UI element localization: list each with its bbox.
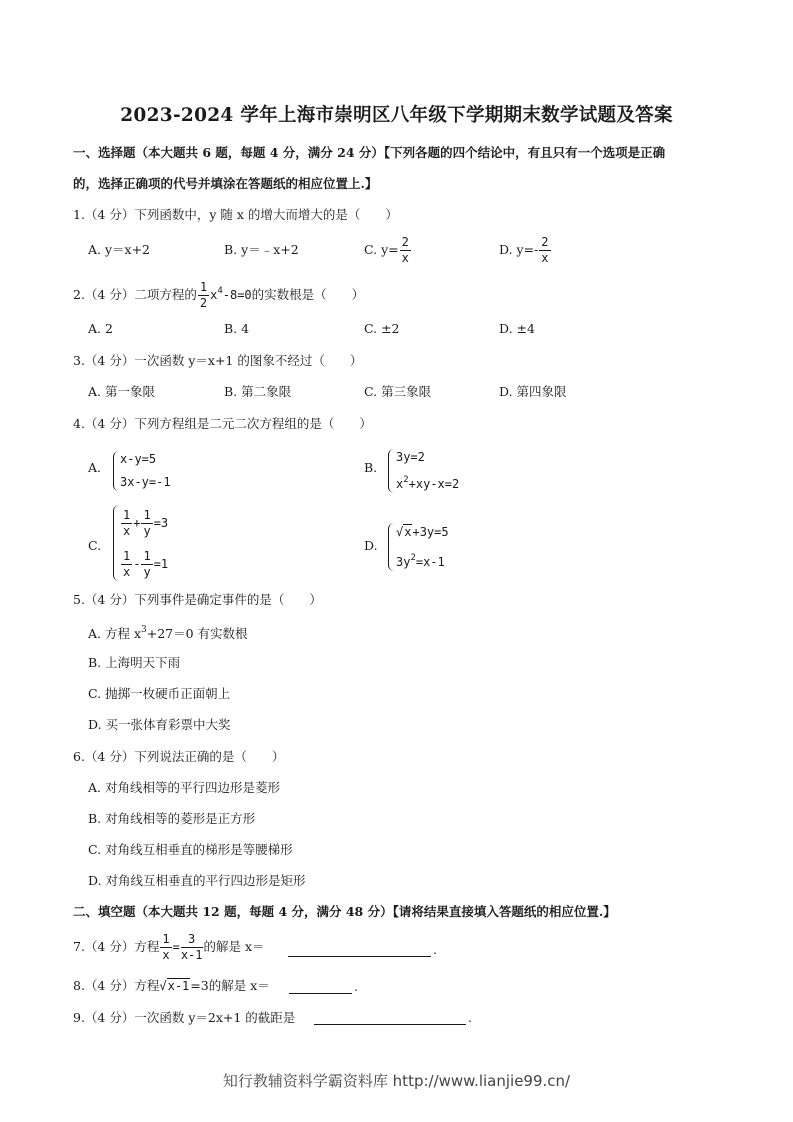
question-8-stem — [73, 980, 270, 993]
fraction-numerator: 1 — [123, 508, 131, 522]
system-d-equation-2 — [396, 554, 445, 568]
section-1-heading-line2: 的，选择正确项的代号并填涂在答题纸的相应位置上.】 — [73, 176, 378, 191]
fraction-numerator: 1 — [123, 549, 131, 563]
exponent: 3 — [141, 625, 147, 635]
variable: x — [396, 477, 404, 491]
operator: + — [133, 516, 141, 530]
question-2-option-c: C. ±2 — [364, 321, 400, 336]
question-2-option-a: A. 2 — [88, 321, 113, 336]
question-1-option-b: B. y＝﹣x+2 — [224, 242, 299, 257]
fraction-denominator: x — [123, 524, 131, 538]
question-1-stem: 1.（4 分）下列函数中，y 随 x 的增大而增大的是（ ） — [73, 207, 398, 222]
question-4-option-b-label: B. — [364, 460, 378, 475]
question-3-stem: 3.（4 分）一次函数 y＝x+1 的图象不经过（ ） — [73, 353, 363, 368]
sqrt-icon: √ — [396, 525, 404, 539]
system-b-equation-2 — [396, 476, 459, 490]
fraction — [198, 280, 209, 311]
question-5-option-c: C. 抛掷一枚硬币正面朝上 — [88, 686, 231, 701]
fraction — [141, 549, 152, 580]
option-d-prefix: D. y=- — [499, 242, 539, 257]
question-4-option-c-label: C. — [88, 538, 102, 553]
fraction — [400, 235, 411, 266]
question-1-option-c — [364, 235, 412, 266]
question-8-suffix: =3的解是 x＝ — [190, 978, 270, 993]
fraction-denominator: x-1 — [180, 948, 203, 962]
question-4-option-a-label: A. — [88, 460, 102, 475]
fraction-denominator: y — [143, 565, 151, 579]
equation-tail: +xy-x=2 — [408, 477, 460, 491]
question-2-prefix: 2.（4 分）二项方程的 — [73, 287, 197, 302]
fraction-numerator: 2 — [541, 235, 549, 249]
section-1-heading-line1: 一、选择题（本大题共 6 题，每题 4 分，满分 24 分）【下列各题的四个结论中，有且只有一个选项是正确 — [73, 145, 666, 160]
question-7-prefix: 7.（4 分）方程 — [73, 939, 160, 954]
question-5-option-d: D. 买一张体育彩票中大奖 — [88, 717, 231, 732]
exponent: 2 — [403, 475, 409, 485]
radicand: x-1 — [167, 979, 190, 993]
fraction-denominator: 2 — [199, 296, 208, 310]
fraction-denominator: x — [123, 565, 131, 579]
fraction-numerator: 3 — [181, 932, 203, 948]
question-7-stem — [73, 932, 265, 963]
system-c-equation-2 — [120, 549, 168, 580]
page-title: 2023-2024 学年上海市崇明区八年级下学期期末数学试题及答案 — [120, 105, 673, 126]
fraction — [141, 508, 152, 539]
question-2-suffix: 的实数根是（ ） — [251, 287, 365, 302]
question-2-stem — [73, 280, 364, 311]
equation-rhs: =1 — [153, 557, 169, 571]
question-3-option-d: D. 第四象限 — [499, 384, 567, 399]
question-2-option-b: B. 4 — [224, 321, 250, 336]
question-2-option-d: D. ±4 — [499, 321, 535, 336]
system-a-equation-2: 3x-y=-1 — [120, 475, 171, 489]
fraction-numerator: 1 — [143, 549, 151, 563]
brace-icon — [388, 449, 395, 493]
question-7-end: . — [433, 942, 437, 957]
footer-watermark[interactable]: 知行教辅资料学霸资料库 http://www.lianjie99.cn/ — [222, 1072, 571, 1090]
fraction — [121, 508, 132, 539]
fraction-numerator: 2 — [401, 235, 409, 249]
question-5-stem: 5.（4 分）下列事件是确定事件的是（ ） — [73, 592, 322, 607]
question-1-option-a: A. y＝x+2 — [88, 242, 151, 257]
question-4-stem: 4.（4 分）下列方程组是二元二次方程组的是（ ） — [73, 416, 372, 431]
fraction — [121, 549, 132, 580]
question-5-option-a — [88, 626, 248, 641]
exponent: 4 — [217, 286, 223, 296]
option-a-prefix: A. 方程 x — [88, 626, 141, 641]
option-c-prefix: C. y= — [364, 242, 399, 257]
question-3-option-b: B. 第二象限 — [224, 384, 292, 399]
expression-tail: -8=0 — [222, 288, 252, 302]
system-c-equation-1 — [120, 508, 168, 539]
question-4-option-d-label: D. — [364, 538, 378, 553]
fraction-denominator: y — [143, 524, 151, 538]
fraction-numerator: 1 — [199, 280, 208, 294]
fraction-denominator: x — [401, 251, 409, 265]
question-5-option-b: B. 上海明天下雨 — [88, 655, 181, 670]
brace-icon — [113, 451, 120, 491]
fraction — [539, 235, 550, 266]
question-6-option-d: D. 对角线互相垂直的平行四边形是矩形 — [88, 873, 306, 888]
equals-sign: = — [172, 940, 180, 954]
fraction-numerator: 1 — [143, 508, 151, 522]
sqrt-icon: √ — [159, 979, 167, 993]
operator: - — [133, 557, 141, 571]
variable: x — [210, 288, 218, 302]
fraction-numerator: 1 — [162, 932, 170, 946]
answer-blank-7[interactable] — [288, 956, 431, 957]
system-a-equation-1: x-y=5 — [120, 452, 157, 466]
question-3-option-a: A. 第一象限 — [88, 384, 155, 399]
question-8-prefix: 8.（4 分）方程 — [73, 978, 160, 993]
option-a-suffix: +27＝0 有实数根 — [146, 626, 248, 641]
fraction-denominator: x — [162, 948, 170, 962]
answer-blank-9[interactable] — [314, 1024, 466, 1025]
brace-icon — [113, 505, 120, 581]
brace-icon — [388, 523, 395, 571]
question-6-option-a: A. 对角线相等的平行四边形是菱形 — [88, 780, 280, 795]
fraction — [160, 932, 171, 963]
fraction-denominator: x — [541, 251, 549, 265]
section-2-heading: 二、填空题（本大题共 12 题，每题 4 分，满分 48 分）【请将结果直接填入答题纸的相应位置.】 — [73, 904, 616, 919]
question-6-option-c: C. 对角线互相垂直的梯形是等腰梯形 — [88, 842, 293, 857]
equation-tail: +3y=5 — [412, 525, 449, 539]
answer-blank-8[interactable] — [289, 993, 352, 994]
exponent: 2 — [410, 553, 416, 563]
question-1-option-d — [499, 235, 552, 266]
equation-rhs: =3 — [153, 516, 169, 530]
equation-tail: =x-1 — [415, 555, 445, 569]
question-8-end: . — [354, 979, 358, 994]
question-6-stem: 6.（4 分）下列说法正确的是（ ） — [73, 749, 285, 764]
system-d-equation-1 — [396, 526, 449, 538]
system-b-equation-1: 3y=2 — [396, 450, 425, 464]
question-7-suffix: 的解是 x＝ — [203, 939, 265, 954]
question-9-stem: 9.（4 分）一次函数 y＝2x+1 的截距是 — [73, 1010, 296, 1025]
question-3-option-c: C. 第三象限 — [364, 384, 432, 399]
radicand: x — [404, 525, 412, 539]
variable: 3y — [396, 555, 411, 569]
question-6-option-b: B. 对角线相等的菱形是正方形 — [88, 811, 256, 826]
question-9-end: . — [468, 1010, 472, 1025]
fraction — [181, 932, 203, 963]
